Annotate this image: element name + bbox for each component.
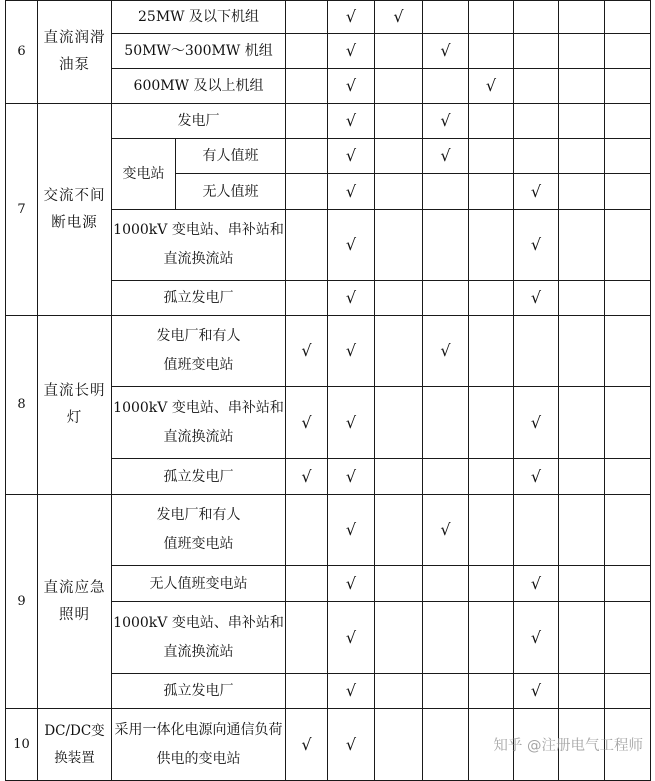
check-cell [605, 387, 651, 459]
check-cell: √ [375, 1, 423, 34]
check-cell [286, 602, 328, 674]
check-cell: √ [328, 459, 375, 495]
check-cell [605, 210, 651, 281]
table-row [6, 1, 651, 34]
check-cell [605, 139, 651, 174]
item-number: 8 [6, 316, 38, 495]
check-cell [559, 387, 605, 459]
check-cell [375, 104, 423, 139]
check-cell [286, 281, 328, 316]
check-cell: √ [423, 139, 469, 174]
check-cell [286, 566, 328, 602]
check-cell [469, 1, 514, 34]
load-category: 直流应急照明 [38, 495, 112, 709]
check-cell [423, 459, 469, 495]
check-cell: √ [514, 387, 559, 459]
check-cell [375, 709, 423, 781]
check-cell: √ [514, 174, 559, 210]
check-cell [605, 69, 651, 104]
check-cell [469, 34, 514, 69]
load-category: DC/DC变换装置 [38, 709, 112, 781]
check-cell: √ [286, 316, 328, 387]
check-cell [423, 674, 469, 709]
item-number: 6 [6, 1, 38, 104]
check-cell [375, 69, 423, 104]
check-cell: √ [328, 139, 375, 174]
check-cell [469, 459, 514, 495]
check-cell [469, 139, 514, 174]
check-cell: √ [328, 69, 375, 104]
check-cell: √ [328, 104, 375, 139]
row-label: 孤立发电厂 [112, 459, 286, 495]
check-cell [375, 495, 423, 566]
check-cell [469, 387, 514, 459]
check-cell: √ [423, 495, 469, 566]
check-cell [514, 316, 559, 387]
check-cell [559, 139, 605, 174]
check-cell [286, 139, 328, 174]
check-cell [514, 34, 559, 69]
check-cell [514, 104, 559, 139]
check-cell [423, 387, 469, 459]
check-cell [559, 495, 605, 566]
check-cell [286, 495, 328, 566]
check-cell: √ [328, 387, 375, 459]
check-cell [605, 1, 651, 34]
check-cell: √ [423, 34, 469, 69]
check-cell: √ [514, 210, 559, 281]
check-cell [469, 495, 514, 566]
check-cell [605, 495, 651, 566]
check-cell [469, 104, 514, 139]
check-cell [375, 602, 423, 674]
check-cell [423, 69, 469, 104]
check-cell [514, 69, 559, 104]
check-cell [605, 566, 651, 602]
check-cell [605, 281, 651, 316]
check-cell: √ [469, 69, 514, 104]
check-cell [423, 174, 469, 210]
check-cell [469, 281, 514, 316]
check-cell: √ [514, 459, 559, 495]
check-cell: √ [328, 316, 375, 387]
check-cell [559, 674, 605, 709]
check-cell [375, 316, 423, 387]
check-cell: √ [328, 566, 375, 602]
check-cell [605, 674, 651, 709]
row-sublabel: 有人值班 [176, 139, 286, 174]
check-cell [423, 709, 469, 781]
check-cell [559, 104, 605, 139]
table-row [6, 495, 651, 566]
check-cell [559, 281, 605, 316]
row-label: 发电厂和有人值班变电站 [112, 495, 286, 566]
check-cell [605, 174, 651, 210]
check-cell: √ [328, 709, 375, 781]
check-cell [286, 1, 328, 34]
table-row [6, 104, 651, 139]
row-label: 变电站 [112, 139, 176, 210]
check-cell: √ [328, 1, 375, 34]
row-label: 发电厂和有人值班变电站 [112, 316, 286, 387]
check-cell [286, 69, 328, 104]
check-cell [559, 174, 605, 210]
check-cell [286, 104, 328, 139]
row-label: 孤立发电厂 [112, 674, 286, 709]
check-cell: √ [423, 316, 469, 387]
check-cell [469, 674, 514, 709]
row-label: 1000kV 变电站、串补站和直流换流站 [112, 210, 286, 281]
check-cell [559, 602, 605, 674]
item-number: 7 [6, 104, 38, 316]
check-cell [605, 104, 651, 139]
check-cell [514, 139, 559, 174]
check-cell: √ [328, 674, 375, 709]
check-cell: √ [328, 34, 375, 69]
check-cell [375, 174, 423, 210]
check-cell [286, 674, 328, 709]
item-number: 10 [6, 709, 38, 781]
check-cell [375, 566, 423, 602]
check-cell [469, 316, 514, 387]
check-cell [514, 1, 559, 34]
check-cell [559, 566, 605, 602]
check-cell [286, 210, 328, 281]
check-cell [605, 316, 651, 387]
row-label: 1000kV 变电站、串补站和直流换流站 [112, 602, 286, 674]
check-cell [605, 602, 651, 674]
check-cell [375, 34, 423, 69]
check-cell: √ [514, 281, 559, 316]
check-cell [559, 1, 605, 34]
check-cell [375, 281, 423, 316]
check-cell: √ [514, 674, 559, 709]
row-label: 1000kV 变电站、串补站和直流换流站 [112, 387, 286, 459]
check-cell [375, 459, 423, 495]
load-category: 交流不间断电源 [38, 104, 112, 316]
check-cell [423, 210, 469, 281]
watermark: 知乎 @注册电气工程师 [493, 738, 643, 754]
check-cell [375, 210, 423, 281]
check-cell [559, 316, 605, 387]
check-cell [605, 34, 651, 69]
check-cell: √ [286, 709, 328, 781]
check-cell: √ [328, 210, 375, 281]
check-cell [423, 566, 469, 602]
check-cell [423, 281, 469, 316]
check-cell [605, 459, 651, 495]
check-cell [514, 495, 559, 566]
check-cell [469, 602, 514, 674]
check-cell: √ [423, 104, 469, 139]
check-cell: √ [328, 602, 375, 674]
item-number: 9 [6, 495, 38, 709]
row-label: 发电厂 [112, 104, 286, 139]
check-cell [375, 674, 423, 709]
row-label: 采用一体化电源向通信负荷供电的变电站 [112, 709, 286, 781]
check-cell [423, 602, 469, 674]
check-cell [469, 566, 514, 602]
load-table [5, 0, 651, 781]
check-cell [559, 69, 605, 104]
check-cell [559, 34, 605, 69]
row-label: 600MW 及以上机组 [112, 69, 286, 104]
table-row [6, 316, 651, 387]
row-label: 无人值班变电站 [112, 566, 286, 602]
check-cell [286, 34, 328, 69]
row-label: 50MW～300MW 机组 [112, 34, 286, 69]
check-cell [375, 139, 423, 174]
check-cell: √ [328, 174, 375, 210]
check-cell [559, 210, 605, 281]
row-sublabel: 无人值班 [176, 174, 286, 210]
check-cell: √ [286, 387, 328, 459]
check-cell [375, 387, 423, 459]
row-label: 孤立发电厂 [112, 281, 286, 316]
check-cell: √ [328, 281, 375, 316]
check-cell: √ [514, 602, 559, 674]
check-cell [286, 174, 328, 210]
load-category: 直流长明灯 [38, 316, 112, 495]
check-cell [423, 1, 469, 34]
check-cell: √ [328, 495, 375, 566]
check-cell: √ [514, 566, 559, 602]
check-cell [469, 210, 514, 281]
check-cell [559, 459, 605, 495]
check-cell [469, 174, 514, 210]
check-cell: √ [286, 459, 328, 495]
row-label: 25MW 及以下机组 [112, 1, 286, 34]
load-category: 直流润滑油泵 [38, 1, 112, 104]
